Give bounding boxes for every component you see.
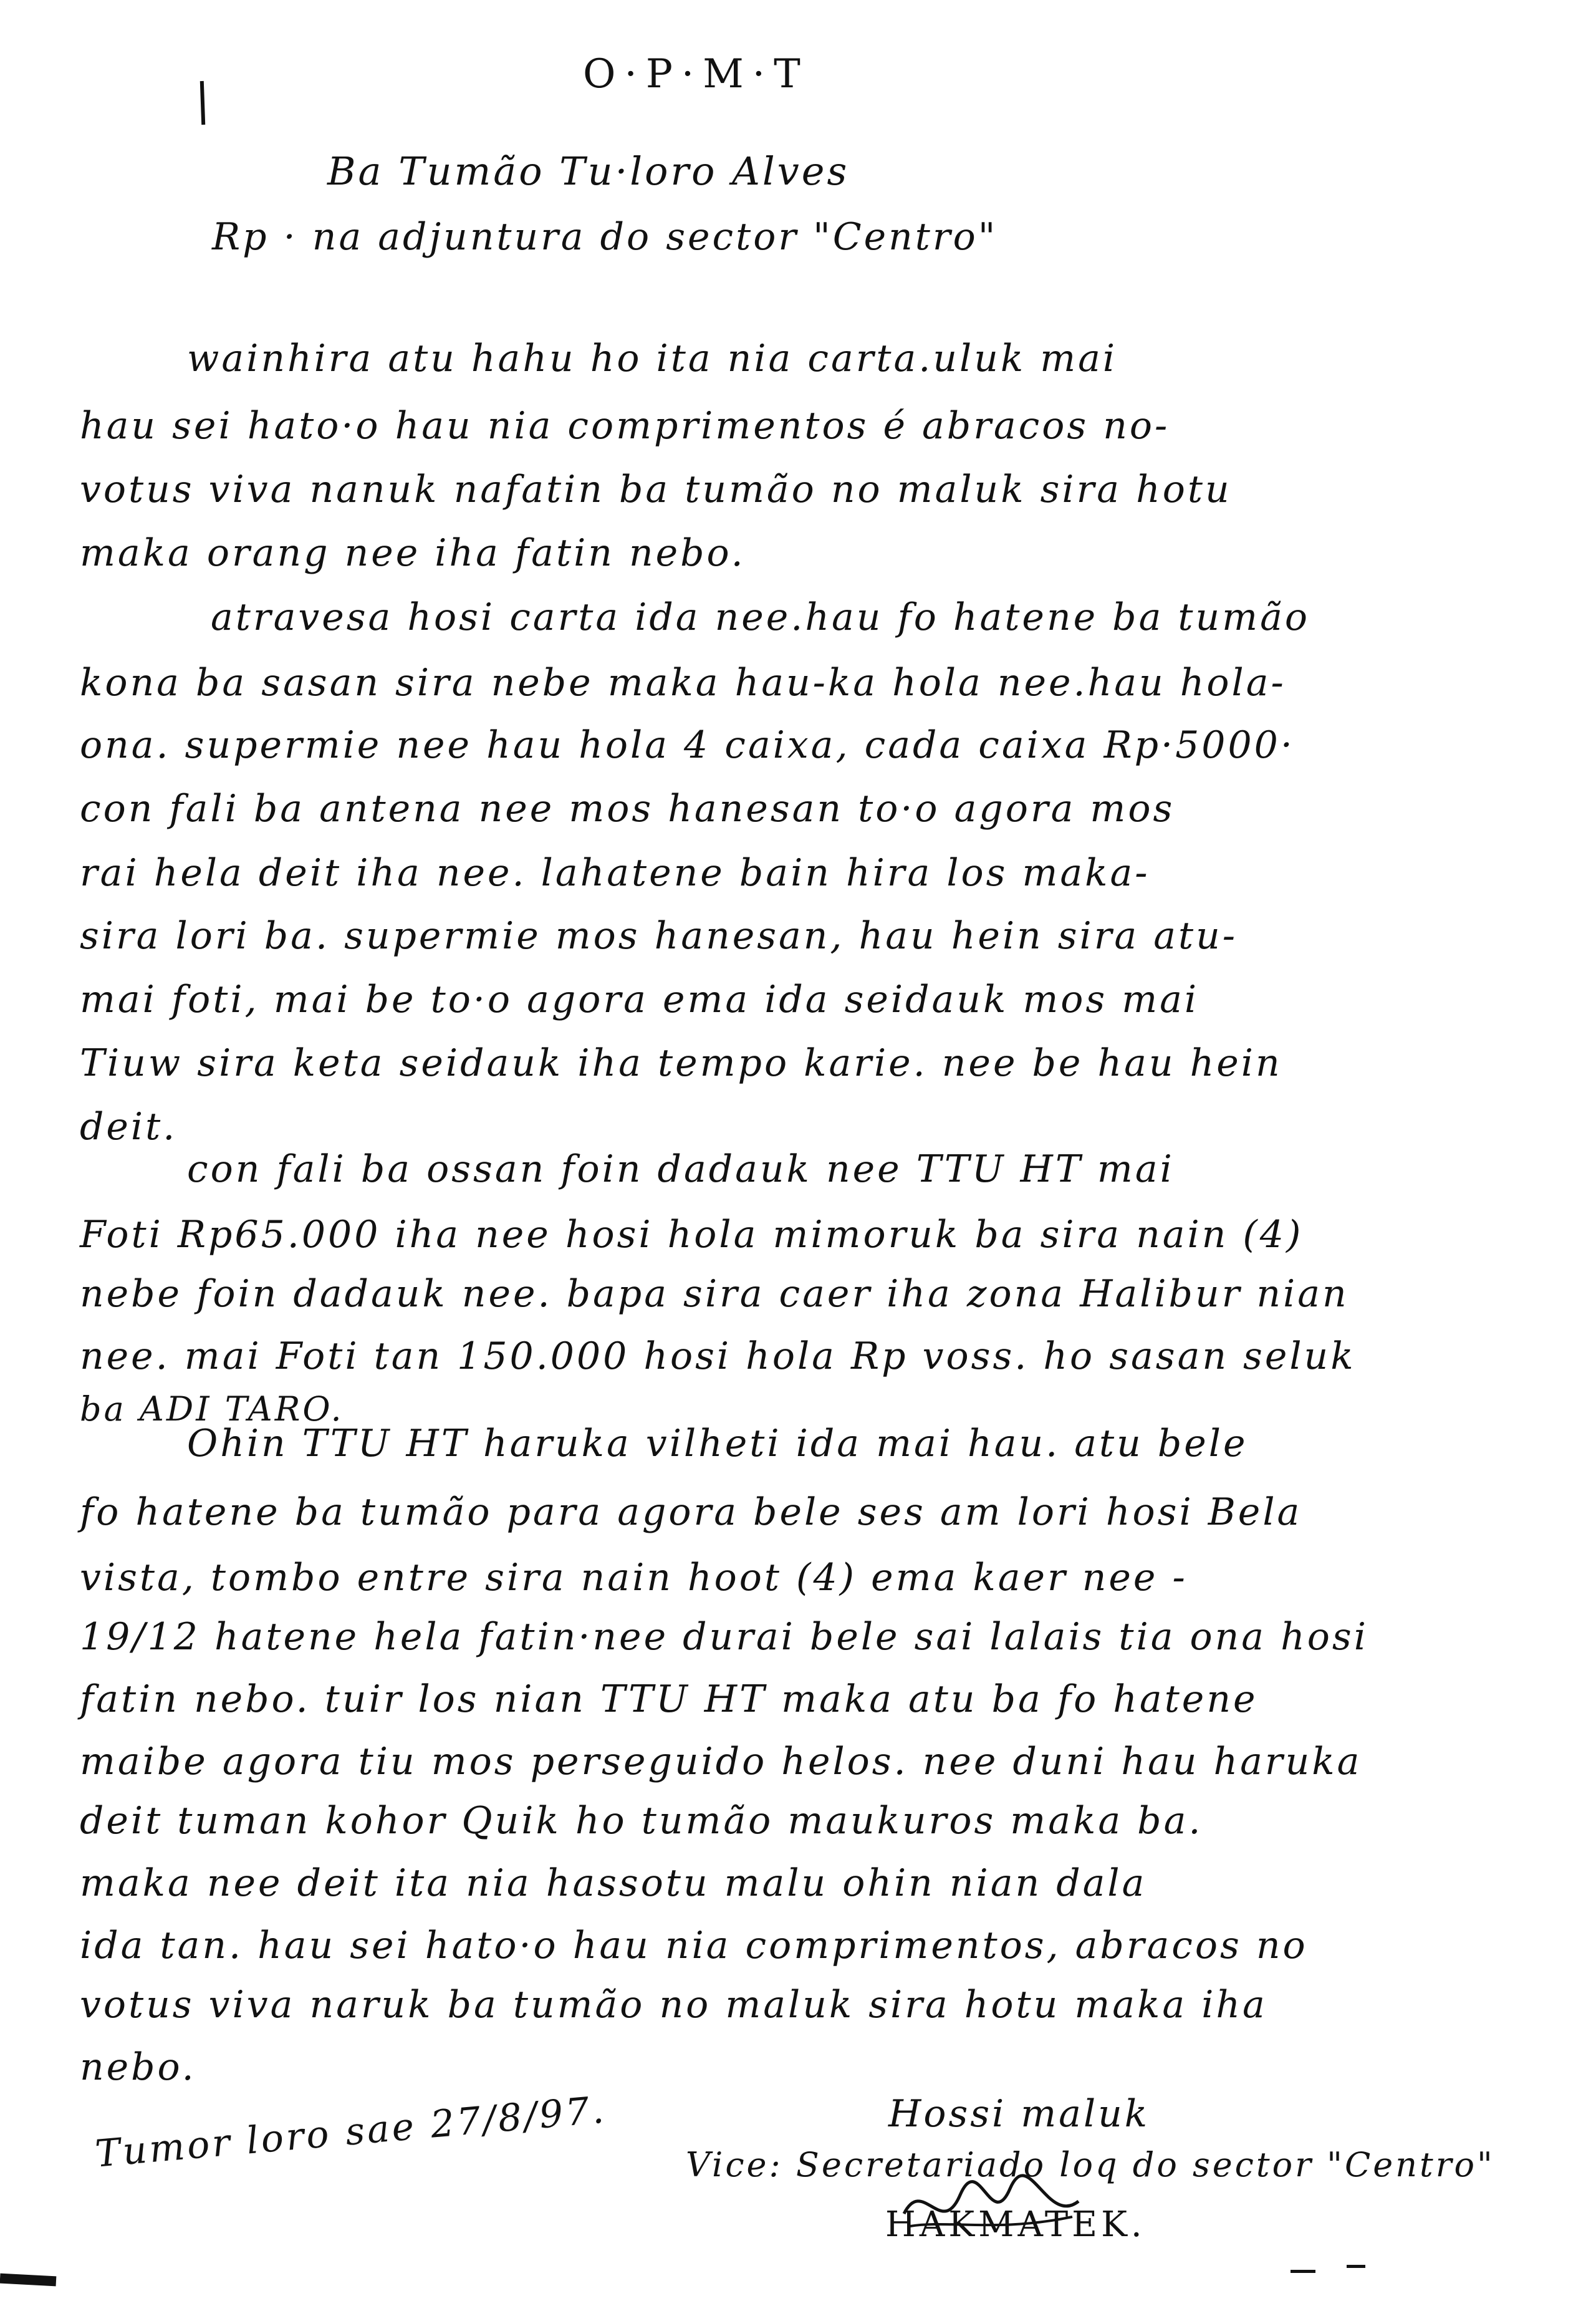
place-date: Tumor loro sae 27/8/97.	[94, 2088, 608, 2176]
body-line: kona ba sasan sira nebe maka hau-ka hola nee.hau hola-	[80, 661, 1286, 705]
body-line: atravesa hosi carta ida nee.hau fo hatene ba tumão	[211, 596, 1310, 639]
body-line: maibe agora tiu mos perseguido helos. nee duni hau haruka	[80, 1740, 1362, 1783]
body-line: fo hatene ba tumão para agora bele ses am lori hosi Bela	[80, 1490, 1302, 1534]
signature-name: HAKMATEK.	[885, 2204, 1146, 2245]
body-line: nebe foin dadauk nee. bapa sira caer iha zona Halibur nian	[80, 1272, 1349, 1316]
body-line: ba ADI TARO.	[80, 1389, 344, 1429]
body-line: votus viva naruk ba tumão no maluk sira hotu maka iha	[80, 1983, 1267, 2027]
body-line: deit tuman kohor Quik ho tumão maukuros maka ba.	[80, 1799, 1203, 1843]
body-line: deit.	[80, 1105, 178, 1149]
body-line: 19/12 hatene hela fatin·nee durai bele sai lalais tia ona hosi	[80, 1615, 1368, 1659]
sender-role: Vice: Secretariado loq do sector "Centro"	[686, 2145, 1495, 2184]
body-line: nebo.	[80, 2045, 196, 2089]
sender-greeting: Hossi maluk	[888, 2092, 1150, 2136]
addressee-line: Ba Tumão Tu·loro Alves	[327, 148, 850, 194]
body-line: hau sei hato·o hau nia comprimentos é abracos no-	[80, 404, 1170, 448]
body-line: ida tan. hau sei hato·o hau nia comprimentos, abracos no	[80, 1924, 1308, 1967]
body-line: con fali ba antena nee mos hanesan to·o agora mos	[80, 787, 1175, 831]
margin-mark	[200, 81, 205, 125]
body-line: Ohin TTU HT haruka vilheti ida mai hau. atu bele	[187, 1422, 1248, 1465]
body-line: Foti Rp65.000 iha nee hosi hola mimoruk ba sira nain (4)	[80, 1213, 1304, 1257]
body-line: rai hela deit iha nee. lahatene bain hira los maka-	[80, 851, 1150, 895]
body-line: ona. supermie nee hau hola 4 caixa, cada caixa Rp·5000·	[80, 723, 1295, 767]
bottom-dash-mark	[1347, 2265, 1365, 2268]
body-line: nee. mai Foti tan 150.000 hosi hola Rp voss. ho sasan seluk	[80, 1334, 1356, 1378]
addressee-role-line: Rp · na adjuntura do sector "Centro"	[212, 215, 998, 259]
body-line: con fali ba ossan foin dadauk nee TTU HT mai	[187, 1147, 1175, 1191]
body-line: sira lori ba. supermie mos hanesan, hau hein sira atu-	[80, 914, 1238, 958]
body-line: Tiuw sira keta seidauk iha tempo karie. nee be hau hein	[80, 1041, 1282, 1085]
bottom-edge-mark	[0, 2274, 56, 2287]
body-line: vista, tombo entre sira nain hoot (4) ema kaer nee -	[80, 1556, 1188, 1599]
body-line: fatin nebo. tuir los nian TTU HT maka atu ba fo hatene	[80, 1677, 1258, 1721]
body-line: maka orang nee iha fatin nebo.	[80, 531, 746, 575]
bottom-dash-mark	[1291, 2270, 1315, 2273]
header-code: O·P·M·T	[583, 51, 809, 97]
body-line: votus viva nanuk nafatin ba tumão no maluk sira hotu	[80, 468, 1232, 511]
body-line: mai foti, mai be to·o agora ema ida seidauk mos mai	[80, 978, 1199, 1021]
body-line: wainhira atu hahu ho ita nia carta.uluk mai	[187, 337, 1118, 380]
body-line: maka nee deit ita nia hassotu malu ohin nian dala	[80, 1861, 1147, 1905]
